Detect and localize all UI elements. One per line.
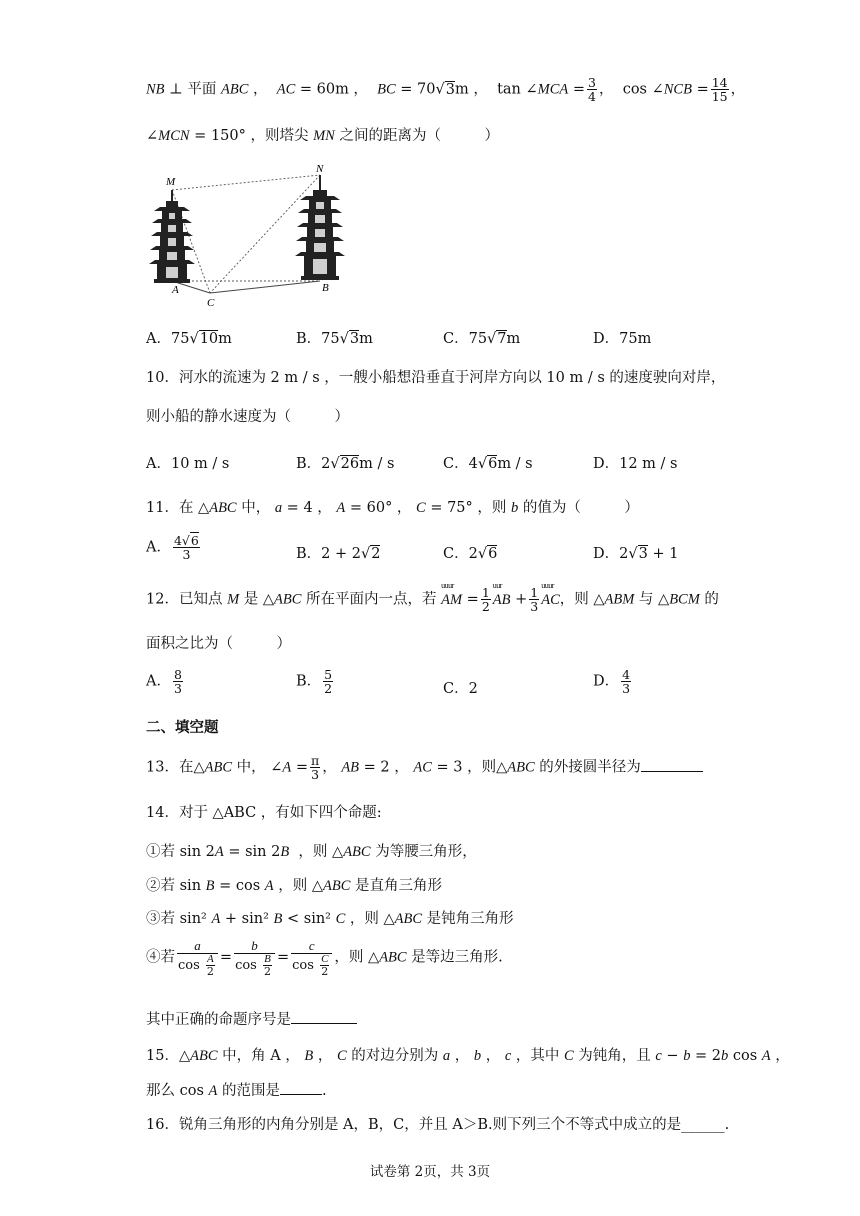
- label-A: A: [172, 284, 179, 296]
- label-C: C: [207, 297, 215, 309]
- q13-question: 13．在△ABC 中， ∠A = $\frac{\pi}{3}$ ， AB = 2 ， AC = 3 ，则△ABC 的外接圆半径为: [146, 754, 703, 781]
- q10-option-c: C．4√6m / s: [443, 456, 533, 472]
- page-footer: 试卷第 2页，共 3页: [369, 1164, 491, 1180]
- q10-option-a: A．10 m / s: [146, 456, 230, 472]
- q15-line1: 15．△ABC 中，角 A ， B ， C 的对边分别为 a ， b ， c ，其中 C 为钝角，且 c − b = 2b cos A ，: [146, 1048, 790, 1064]
- q11-option-d: D．2√3 + 1: [593, 546, 679, 562]
- q11-option-a: A． $\frac{4√6}{3}$: [146, 533, 199, 562]
- q11-option-b: B．2 + 2√2: [296, 546, 381, 562]
- q11-question: 11．在 △ABC 中， a = 4 ， A = 60° ， C = 75° ，则 b 的值为（ ）: [146, 500, 639, 516]
- label-M: M: [166, 176, 176, 188]
- q10-option-b: B．2√26m / s: [296, 456, 395, 472]
- q12-line1: 12．已知点 M 是 △ABC 所在平面内一点，若 AM uuur = $\frac{1}{2}$ AB uur + $\frac{1}{3}$ AC uuur ，则 △ABM 与 △BCM 的: [146, 580, 719, 614]
- q9-option-b: B．75√3m: [296, 331, 373, 347]
- q9-option-a: A．75√10m: [146, 331, 232, 347]
- q16-question: 16．锐角三角形的内角分别是 A，B，C，并且 A＞B.则下列三个不等式中成立的是______.: [146, 1117, 730, 1133]
- q9-option-d: D．75m: [593, 331, 652, 347]
- q14-item-1: ①若 sin 2A = sin 2B ，则 △ABC 为等腰三角形，: [146, 844, 477, 860]
- q14-ask: 其中正确的命题序号是: [146, 1008, 357, 1029]
- label-B: B: [322, 282, 329, 294]
- q9-line1: NB ⊥ 平面 ABC ， AC = 60m ， BC = 70√3m ， tan ∠MCA = $\frac{3}{4}$ ， cos ∠NCB = $\frac{14}{15}$ ，: [146, 75, 746, 104]
- q12-option-a: A． $\frac{8}{3}$: [146, 667, 182, 696]
- q9-option-c: C．75√7m: [443, 331, 521, 347]
- q12-option-b: B． $\frac{5}{2}$: [296, 667, 333, 696]
- q14-item-4: ④若 a cos $\frac{A}{2}$ = b cos $\frac{B}{2}$ = c cos $\frac{C}{2}$ ，则 △ABC 是等边三角形.: [146, 938, 503, 978]
- q14-intro: 14．对于 △ABC ，有如下四个命题:: [146, 805, 382, 821]
- q11-option-c: C．2√6: [443, 546, 498, 562]
- section-heading: 二、填空题: [146, 719, 219, 736]
- q10-line2: 则小船的静水速度为（ ）: [146, 409, 349, 425]
- q9-line2: ∠MCN = 150° ，则塔尖 MN 之间的距离为（ ）: [146, 128, 499, 144]
- q14-item-2: ②若 sin B = cos A ，则 △ABC 是直角三角形: [146, 878, 443, 894]
- q12-option-d: D． $\frac{4}{3}$: [593, 667, 631, 696]
- q14-item-3: ③若 sin² A + sin² B < sin² C ，则 △ABC 是钝角三角形: [146, 911, 514, 927]
- q15-line2: 那么 cos A 的范围是 .: [146, 1079, 327, 1100]
- q12-line2: 面积之比为（ ）: [146, 636, 291, 652]
- pagoda-figure: [140, 163, 355, 313]
- q10-line1: 10．河水的流速为 2 m / s ，一艘小船想沿垂直于河岸方向以 10 m / s 的速度驶向对岸，: [146, 370, 726, 386]
- q12-option-c: C．2: [443, 681, 478, 697]
- label-N: N: [316, 163, 324, 175]
- q10-option-d: D．12 m / s: [593, 456, 678, 472]
